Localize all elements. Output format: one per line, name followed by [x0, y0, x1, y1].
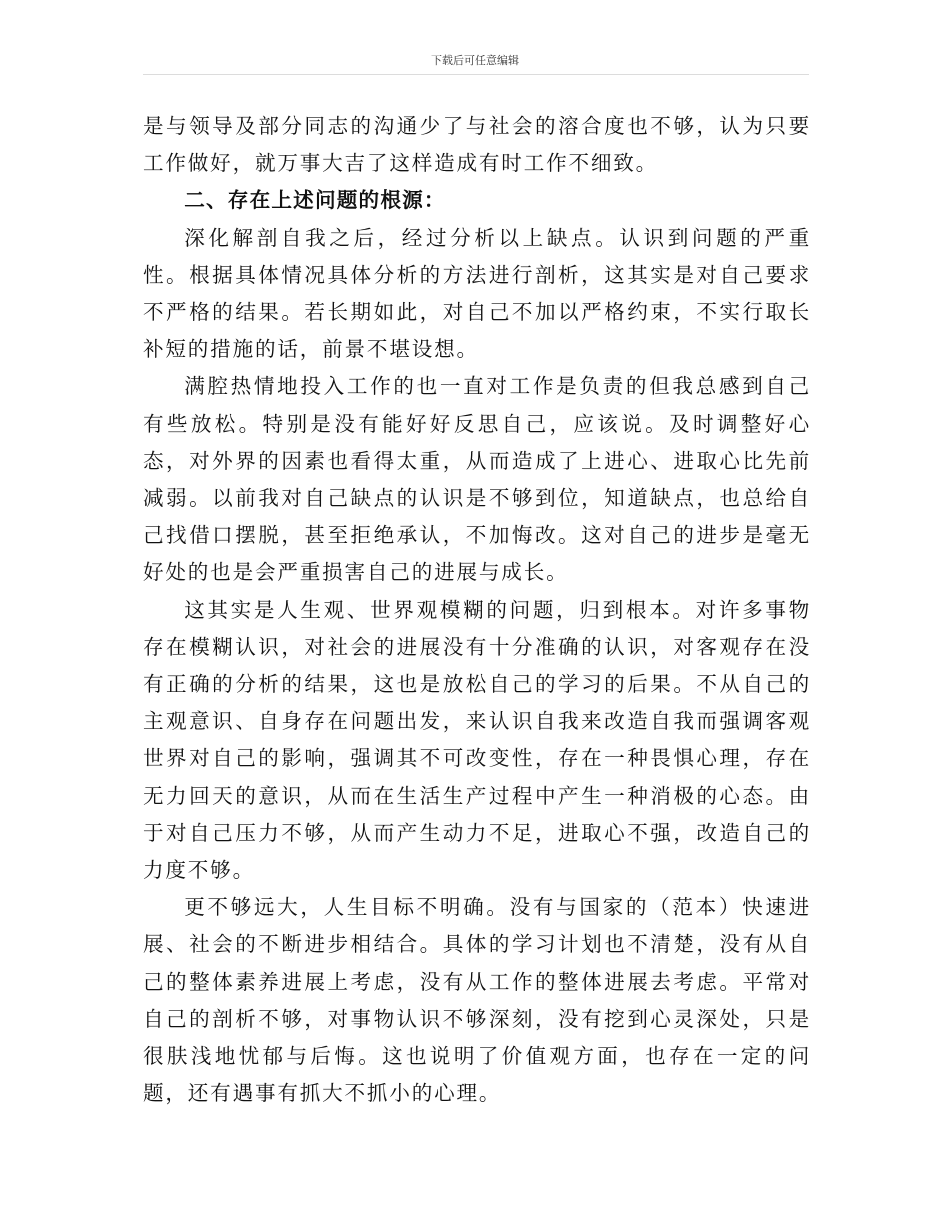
- document-body: [143, 108, 811, 1112]
- page-header: 下载后可任意编辑: [431, 54, 519, 67]
- paragraph-continuation: 是与领导及部分同志的沟通少了与社会的溶合度也不够，认为只要工作做好，就万事大吉了这样造成有时工作不细致。: [143, 114, 811, 176]
- paragraph: 深化解剖自我之后，经过分析以上缺点。认识到问题的严重性。根据具体情况具体分析的方法进行剖析，这其实是对自己要求不严格的结果。若长期如此，对自己不加以严格约束，不实行取长补短的措施的话，前景不堪设想。: [143, 225, 811, 362]
- header-divider: [143, 74, 809, 75]
- paragraph: 这其实是人生观、世界观模糊的问题，归到根本。对许多事物存在模糊认识，对社会的进展没有十分准确的认识，对客观存在没有正确的分析的结果，这也是放松自己的学习的后果。不从自己的主观意识、自身存在问题出发，来认识自我来改造自我而强调客观世界对自己的影响，强调其不可改变性，存在一种畏惧心理，存在无力回天的意识，从而在生活生产过程中产生一种消极的心态。由于对自己压力不够，从而产生动力不足，进取心不强，改造自己的力度不够。: [143, 597, 811, 883]
- paragraph: 满腔热情地投入工作的也一直对工作是负责的但我总感到自己有些放松。特别是没有能好好反思自己，应该说。及时调整好心态，对外界的因素也看得太重，从而造成了上进心、进取心比先前减弱。以前我对自己缺点的认识是不够到位，知道缺点，也总给自己找借口摆脱，甚至拒绝承认，不加悔改。这对自己的进步是毫无好处的也是会严重损害自己的进展与成长。: [143, 374, 811, 585]
- section-heading: 二、存在上述问题的根源：: [184, 188, 446, 213]
- paragraph: 更不够远大，人生目标不明确。没有与国家的（范本）快速进展、社会的不断进步相结合。具体的学习计划也不清楚，没有从自己的整体素养进展上考虑，没有从工作的整体进展去考虑。平常对自己的剖析不够，对事物认识不够深刻，没有挖到心灵深处，只是很肤浅地忧郁与后悔。这也说明了价值观方面，也存在一定的问题，还有遇事有抓大不抓小的心理。: [143, 895, 811, 1106]
